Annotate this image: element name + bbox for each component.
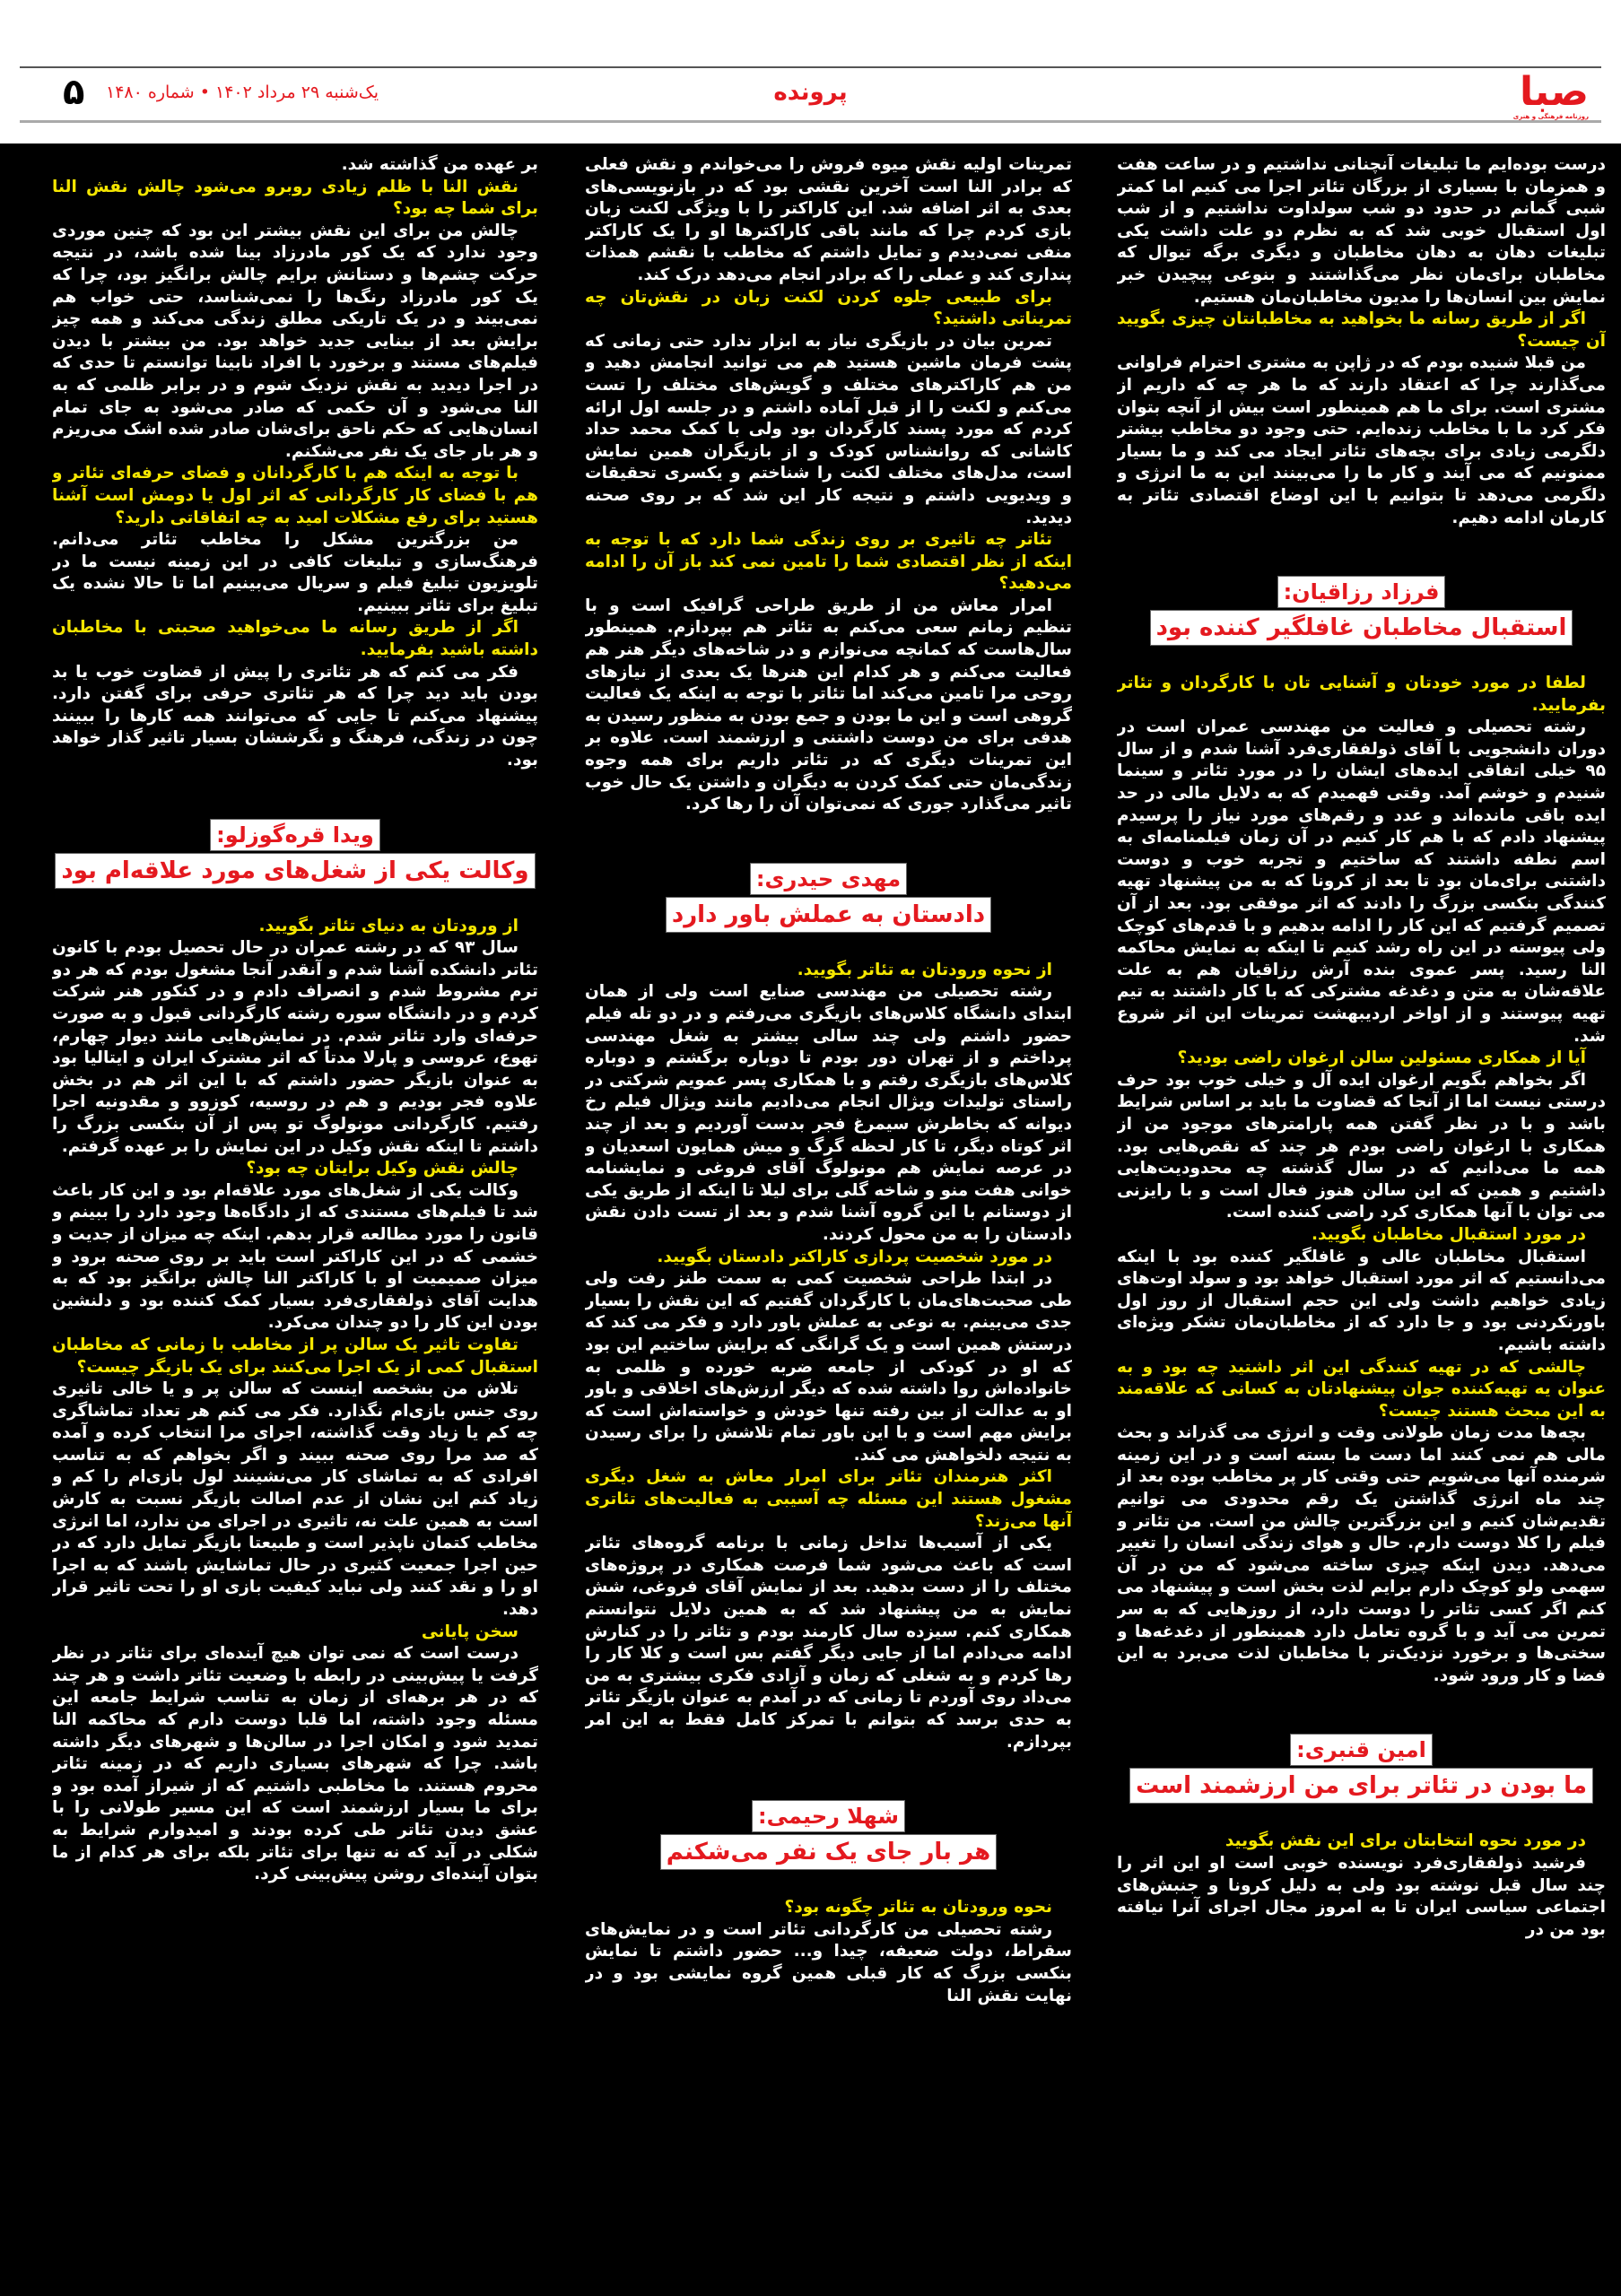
interview-question: در مورد استقبال مخاطبان بگویید. <box>1311 1224 1586 1244</box>
interview-answer: من قبلا شنیده بودم که در ژاپن به مشتری احترام فراوانی می‌گذارند چرا که اعتقاد دارند که ما هر چه که داریم از مشتری است. برای ما هم همینطور است بیش از آنچه بتوان فکر کرد ما با مخاطب زنده‌ایم. حتی وجود دو مخاطب بیشتر دلگرمی زیادی برای بچه‌های تئاتر ایجاد می کند و ما بسیار ممنونیم که می آیند و کار ما را می‌بینند این به ما انرژی و دلگرمی می‌دهد تا بتوانیم با این اوضاع اقتصادی تئاتر به کارمان ادامه دهیم. <box>1117 353 1606 527</box>
logo-text: صبا <box>1520 69 1589 115</box>
interview-answer: تلاش من بشخصه اینست که سالن پر و یا خالی تاثیری روی جنس بازی‌ام نگذارد. فکر می کنم هر تعداد تماشاگری چه کم یا زیاد وقت گذاشته، اجرای مرا انتخاب کرده و آمده که صد مرا روی صحنه ببیند و اگر بخواهم که به تناسب افرادی که به تماشای کار می‌نشینند لول بازی‌ام را کم و زیاد کنم این نشان از عدم اصالت بازیگر نسبت به کارش است به همین علت نه، تاثیری در اجرای من ندارد، اما انرژی مخاطب کتمان ناپذیر است و طبیعتا بازیگر تمایل دارد که در حین اجرا جمعیت کثیری در حال تماشایش باشند که به اجرا او را و نقد کنند ولی نباید کیفیت بازی او را تحت تاثیر قرار دهد. <box>52 1379 538 1620</box>
logo-subtitle: روزنامه فرهنگی و هنری <box>1512 113 1589 120</box>
interviewee-heading <box>52 819 538 889</box>
page-number: ۵ <box>63 72 85 113</box>
interview-headline: دادستان به عملش باور دارد <box>666 897 991 933</box>
interview-answer: رشته تحصیلی من مهندسی صنایع است ولی از همان ابتدای دانشگاه کلاس‌های بازیگری می‌رفتم و در دو تله فیلم حضور داشتم ولی چند سالی بیشتر به شغل مهندسی پرداختم و از تهران دور بودم تا دوباره برگشتم و دوباره کلاس‌های بازیگری رفتم و با همکاری پسر عمویم شرکتی در راستای تولیدات ویژال انجام می‌دادیم مانند ویژال فیلم رخ دیوانه که بخاطرش سیمرغ فجر بدست آوردیم و بعد از چند اثر کوتاه دیگر، تا کار لحظه گرگ و میش همایون اسعدیان و در عرصه نمایش هم مونولوگ آقای فروغی و نمایشنامه خوانی هفت منو و شاخه گلی برای لیلا تا اینکه از طریق یکی از دوستانم با این گروه آشنا شدم و بعد از تست دادن نقش دادستان را به من محول کردند. <box>585 982 1072 1244</box>
interview-question: از نحوه ورودتان به تئاتر بگویید. <box>797 960 1052 979</box>
interview-answer: استقبال مخاطبان عالی و غافلگیر کننده بود با اینکه می‌دانستیم که اثر مورد استقبال خواهد بود و سولد اوت‌های زیادی خواهیم داشت ولی این حجم استقبال از روز اول باورنکردنی بود و جا دارد که از مخاطبان‌مان تشکر ویژه‌ای داشته باشیم. <box>1117 1247 1606 1354</box>
interview-question: برای طبیعی جلوه کردن لکنت زبان در نقش‌تان چه تمریناتی داشتید؟ <box>585 287 1072 329</box>
column-left <box>52 154 538 2296</box>
interview-answer: درست بوده‌ایم ما تبلیغات آنچنانی نداشتیم و در ساعت هفت و همزمان با بسیاری از بزرگان تئاتر اجرا می کنیم اما کمتر شبی گمانم در حدود دو شب سولداوت نداشتیم و از شب اول استقبال خوبی شد که به نظرم دو علت داشت یکی تبلیغات دهان به دهان مخاطبان و دیگری برگه تیوال که مخاطبان برای‌مان نظر می‌گذاشتند و بنوعی پیچیدن خبر نمایش بین انسان‌ها را مدیون مخاطبان‌مان هستیم. <box>1117 155 1606 307</box>
interview-question: آیا از همکاری مسئولین سالن ارغوان راضی بودید؟ <box>1177 1048 1586 1068</box>
interview-answer: فکر می کنم که هر تئاتری را پیش از قضاوت خوب یا بد بودن باید دید چرا که هر تئاتری حرفی برای گفتن دارد. پیشنهاد می‌کنم تا جایی که می‌توانند همه کارها را ببینند چون در زندگی، فرهنگ و نگرششان بسیار تاثیر گذار خواهد بود. <box>52 662 538 770</box>
interview-question: تئاتر چه تاثیری بر روی زندگی شما دارد که با توجه به اینکه از نظر اقتصادی شما را تامین نمی کند باز آن را ادامه می‌دهید؟ <box>585 530 1072 594</box>
interview-answer: درست است که نمی توان هیچ آینده‌ای برای تئاتر در نظر گرفت یا پیش‌بینی در رابطه با وضعیت تئاتر داشت و هر چند که در هر برهه‌ای از زمان به تناسب شرایط جامعه این مسئله وجود داشته، اما قلبا دوست دارم که محاکمه النا تمدید شود و امکان اجرا در سالن‌ها و شهرهای دیگر داشته باشد. چرا که شهرهای بسیاری داریم که در زمینه تئاتر محروم هستند. ما مخاطبی داشتیم که از شیراز آمده بود و برای ما بسیار ارزشمند است که این مسیر طولانی را با عشق دیدن تئاتر طی کرده بودند و امیدوارم شرایط به شکلی در آید که نه تنها برای تئاتر بلکه برای هر کدام از ما بتوان آینده‌ای روشن پیش‌بینی کرد. <box>52 1644 538 1884</box>
column-right <box>1117 154 1606 2296</box>
interview-question: تفاوت تاثیر یک سالن پر از مخاطب با زمانی که مخاطبان استقبال کمی از یک اجرا می‌کنند برای یک بازیگر چیست؟ <box>52 1335 538 1377</box>
interviewee-heading <box>1117 576 1606 646</box>
interview-answer: من بزرگترین مشکل را مخاطب تئاتر می‌دانم. فرهنگ‌سازی و تبلیغات کافی در این زمینه نیست ما در تلویزیون تبلیغ فیلم و سریال می‌بینیم اما تا حالا نشده یک تبلیغ برای تئاتر ببینیم. <box>52 530 538 615</box>
interview-question: با توجه به اینکه هم با کارگردانان و فضای حرفه‌ای تئاتر و هم با فضای کار کارگردانی که اثر اول یا دومش است آشنا هستید برای رفع مشکلات امید به چه اتفاقاتی دارید؟ <box>52 464 538 527</box>
column-middle <box>585 154 1072 2296</box>
interview-headline: ما بودن در تئاتر برای من ارزشمند است <box>1129 1768 1593 1804</box>
interview-answer: رشته تحصیلی و فعالیت من مهندسی عمران است در دوران دانشجویی با آقای ذولفقاری‌فرد آشنا شدم و از سال ۹۵ خیلی اتفاقی ایده‌های ایشان را در مورد تئاتر و سینما شنیدم و خوشم آمد. وقتی فهمیدم که به دلایل مالی در حد ایده باقی مانده‌اند و عدد و رقم‌های مورد نیاز را پرسیدم پیشنهاد دادم که با هم کار کنیم در آن زمان فیلمنامه‌ای به اسم نطفه داشتند که ساختیم و تجربه خوب و دوست داشتنی برای‌مان بود تا بعد از کرونا که به من پیشنهاد تهیه کنندگی بنکسی بزرگ را دادند که اثر موفقی بود. بعد از آن تصمیم گرفتیم که این کار را ادامه بدهیم و با قدم‌های کوچک ولی پیوسته در این راه رشد کنیم تا اینکه به نمایش محاکمه النا رسید. پسر عموی بنده آرش رزاقیان هم به علت علاقه‌شان به متن و دغدغه مشترکی که با کار داشتند به تیم تهیه پیوستند و از اواخر اردیبهشت تمرینات این اثر شروع شد. <box>1117 718 1606 1046</box>
interview-answer: یکی از آسیب‌ها تداخل زمانی با برنامه گروه‌های تئاتر است که باعث می‌شود شما فرصت همکاری در پروژه‌های مختلف را از دست بدهید. بعد از نمایش آقای فروغی، شش نمایش به من پیشنهاد شد که به همین دلایل نتوانستم همکاری کنم. سیزده سال کارمند بودم و تئاتر را در کنارش ادامه می‌دادم اما از جایی دیگر گفتم بس است و کلا کار را رها کردم و به شغلی که زمان و آزادی فکری بیشتری به من می‌داد روی آوردم تا زمانی که در آمدم به عنوان بازیگر تئاتر به حدی برسد که بتوانم با تمرکز کامل فقط به این امر بپردازم. <box>585 1534 1072 1752</box>
interview-question: چالش نقش وکیل برایتان چه بود؟ <box>246 1159 519 1178</box>
interview-answer: بر عهده من گذاشته شد. <box>341 155 538 174</box>
interview-answer: امرار معاش من از طریق طراحی گرافیک است و با تنظیم زمانم سعی می‌کنم به تئاتر هم بپردازم. همینطور سال‌هاست که کمانچه می‌نوازم و در شاخه‌های دیگر هنر هم فعالیت می‌کنم و هر کدام این هنرها یک بعدی از نیازهای روحی مرا تامین می‌کند اما تئاتر با توجه به اینکه یک فعالیت گروهی است و این ما بودن و جمع بودن به منظور رسیدن به هدفی برای من دوست داشتنی و ارزشمند است. علاوه بر این تمرینات دیگری که در تئاتر داریم برای همه وجوه زندگی‌مان حتی کمک کردن به دیگران و داشتن یک حال خوب تاثیر می‌گذارد جوری که نمی‌توان آن را رها کرد. <box>585 596 1072 814</box>
interview-question: از ورودتان به دنیای تئاتر بگویید. <box>258 916 519 935</box>
interview-question: اگر از طریق رسانه ما بخواهید به مخاطبانتان چیزی بگویید آن چیست؟ <box>1117 309 1606 351</box>
interviewee-name: امین قنبری: <box>1290 1734 1433 1766</box>
interview-question: در مورد شخصیت پردازی کاراکتر دادستان بگویید. <box>657 1247 1052 1266</box>
interviewee-name: مهدی حیدری: <box>750 863 907 895</box>
interview-question: اکثر هنرمندان تئاتر برای امرار معاش به شغل دیگری مشغول هستند این مسئله چه آسیبی به فعالیت‌های تئاتری آنها می‌زند؟ <box>585 1467 1072 1531</box>
bottom-rule <box>20 120 1601 123</box>
interview-question: سخن پایانی <box>421 1622 519 1641</box>
interview-answer: سال ۹۳ که در رشته عمران در حال تحصیل بودم با کانون تئاتر دانشکده آشنا شدم و آنقدر آنجا مشغول بودم که هر دو ترم مشروط شدم و انصراف دادم و در کنکور هنر شرکت کردم و در دانشگاه سوره رشته کارگردانی قبول و به صورت حرفه‌ای وارد تئاتر شدم. در نمایش‌هایی مانند دیوار چهارم، تهوع، عروسی و پارلا مدتاً که اثر مشترک ایران و ایتالیا بود به عنوان بازیگر حضور داشتم که با این اثر هم در بخش علاوه فجر بودیم و هم در روسیه، کوزوو و مقدونیه اجرا رفتیم. کارگردانی مونولوگ تو پس از آن بنکسی بزرگ را داشتم تا اینکه نقش وکیل در این نمایش را بر عهده گرفتم. <box>52 938 538 1156</box>
interview-headline: هر بار جای یک نفر می‌شکنم <box>660 1834 997 1870</box>
interview-headline: وکالت یکی از شغل‌های مورد علاقه‌ام بود <box>55 853 535 889</box>
interview-question: نقش النا با ظلم زیادی روبرو می‌شود چالش نقش النا برای شما چه بود؟ <box>52 177 538 219</box>
interview-question: اگر از طریق رسانه ما می‌خواهید صحبتی با مخاطبان داشته باشید بفرمایید. <box>52 618 538 660</box>
masthead <box>0 0 1621 144</box>
interview-answer: رشته تحصیلی من کارگردانی تئاتر است و در نمایش‌های سقراط، دولت ضعیفه، چیدا و... حضور داشتم تا نمایش بنکسی بزرگ که کار قبلی همین گروه نمایشی بود و در نهایت نقش النا <box>585 1919 1072 2005</box>
interviewee-heading <box>585 863 1072 933</box>
interviewee-name: فرزاد رزاقیان: <box>1277 576 1446 608</box>
interview-answer: بچه‌ها مدت زمان طولانی وقت و انرژی می گذراند و بحث مالی هم نمی کنند اما دست ما بسته است و در این زمینه شرمنده آنها می‌شویم حتی وقتی کار پر مخاطب بوده بعد از چند ماه انرژی گذاشتن یک رقم محدودی می توانیم تقدیم‌شان کنیم و این بزرگترین چالش من است. من تئاتر و فیلم را کلا دوست دارم. حال و هوای زندگی انسان را تغییر می‌دهد. دیدن اینکه چیزی ساخته می‌شود که من در آن سهمی ولو کوچک دارم برایم لذت بخش است و پیشنهاد می کنم اگر کسی تئاتر را دوست دارد، از روزهایی که به سر تمرین می آید و با گروه تعامل دارد همینطور از دغدغه‌ها و سختی‌ها و برخورد نزدیک‌تر با مخاطبان لذت می‌برد به این فضا و کار ورود شود. <box>1117 1423 1606 1685</box>
interviewee-heading <box>585 1800 1072 1870</box>
interview-answer: اگر بخواهم بگویم ارغوان ایده آل و خیلی خوب بود حرف درستی نیست اما از آنجا که قضاوت ما باید بر اساس شرایط باشد و با در نظر گفتن همه پارامترهای موجود من از همکاری با ارغوان راضی بودم هر چند که نقص‌هایی بود. همه ما می‌دانیم که در سال گذشته چه محدودیت‌هایی داشتیم و همین که این سالن هنوز فعال است و با رایزنی می توان با آنها همکاری کرد راضی کننده است. <box>1117 1070 1606 1222</box>
interview-answer: فرشید ذولفقاری‌فرد نویسنده خوبی است او این اثر را چند سال قبل نوشته بود ولی به دلیل کرونا و جنبش‌های اجتماعی سیاسی ایران تا به امروز مجال اجرای آنرا نیافته بود من در <box>1117 1854 1606 1939</box>
interview-question: در مورد نحوه انتخابتان برای این نقش بگویید <box>1224 1831 1586 1851</box>
interview-question: نحوه ورودتان به تئاتر چگونه بود؟ <box>784 1898 1052 1918</box>
interview-answer: در ابتدا طراحی شخصیت کمی به سمت طنز رفت ولی طی صحبت‌های‌مان با کارگردان گفتیم که این نقش را بسیار جدی می‌بینم. به نوعی به عملش باور دارد و فکر می کند که درستش همین است و یک گرانگی که برایش ساختیم این بود که او در کودکی از جامعه ضربه خورده و ظلمی به خانواده‌اش روا داشته شده که دیگر ارزش‌های اخلاقی و باور او به عدالت از بین رفته تنها خودش و خواسته‌اش است که برایش مهم است و با این باور تمام تلاشش را برای رسیدن به نتیجه دلخواهش می کند. <box>585 1269 1072 1465</box>
interview-answer: چالش من برای این نقش بیشتر این بود که چنین موردی وجود ندارد که یک کور مادرزاد بینا شده باشد، در نتیجه حرکت چشم‌ها و دستانش برایم چالش برانگیز بود، چرا که یک کور مادرزاد رنگ‌ها را نمی‌شناسد، حتی خواب هم نمی‌بیند و در یک تاریکی مطلق زندگی می‌کند و همه چیز برایش بعد از بینایی جدید خواهد بود. من بیشتر با دیدن فیلم‌های مستند و برخورد با افراد نابینا توانستم تا حدی که در اجرا دیدید به نقش نزدیک شوم و در برابر ظلمی که به النا می‌شود و آن حکمی که صادر می‌شود به جای تمام انسان‌هایی که حکم ناحق برای‌شان صادر شده اشک می‌ریزم و هر بار جای یک نفر می‌شکنم. <box>52 221 538 461</box>
top-rule <box>20 66 1601 68</box>
interview-headline: استقبال مخاطبان غافلگیر کننده بود <box>1150 610 1573 646</box>
interview-question: چالشی که در تهیه کنندگی این اثر داشتید چه بود و به عنوان یه تهیه‌کننده جوان پیشنهادتان به کسانی که علاقه‌مند به این مبحث هستند چیست؟ <box>1117 1357 1606 1421</box>
interview-answer: تمرینات اولیه نقش میوه فروش را می‌خواندم و نقش فعلی که برادر النا است آخرین نقشی بود که در بازنویسی‌های بعدی به اثر اضافه شد. این کاراکتر را با ویژگی لکنت زبان بازی کردم چرا که مانند باقی کاراکترها او را یک کاراکتر منفی نمی‌دیدم و تمایل داشتم که مخاطب با نقشم همذات پنداری کند و عملی را که برادر انجام می‌دهد درک کند. <box>585 155 1072 284</box>
interviewee-heading <box>1117 1734 1606 1804</box>
interview-question: لطفا در مورد خودتان و آشنایی تان با کارگردان و تئاتر بفرمایید. <box>1117 674 1606 715</box>
interview-answer: وکالت یکی از شغل‌های مورد علاقه‌ام بود و این کار باعث شد تا فیلم‌های مستندی که از دادگاه‌ها وجود دارد را ببینم و قانون را مورد مطالعه قرار بدهم. اینکه چه میزان از جدیت و خشمی که در این کاراکتر است باید بر روی صحنه برود و میزان صمیمیت او با کاراکتر النا چالش برانگیز بود که به هدایت آقای ذولفقاری‌فرد بسیار کمک کننده بود و دلنشین بودن این کار را دو چندان می‌کرد. <box>52 1180 538 1333</box>
section-title: پرونده <box>773 79 848 106</box>
issue-date: یک‌شنبه ۲۹ مرداد ۱۴۰۲ • شماره ۱۴۸۰ <box>106 83 379 102</box>
interviewee-name: شهلا رحیمی: <box>752 1800 905 1832</box>
interviewee-name: ویدا قره‌گوزلو: <box>210 819 380 851</box>
interview-answer: تمرین بیان در بازیگری نیاز به ابزار ندارد حتی زمانی که پشت فرمان ماشین هستید هم می توانید انجامش دهید و من هم کاراکترهای مختلف و گویش‌های مختلف را تست می‌کنم و لکنت را از قبل آماده داشتم و در جلسه اول ارائه کردم که مورد پسند کارگردان بود ولی با کمک محمد حداد کاشانی که روانشناس کودک و از بازیگران همین نمایش است، مدل‌های مختلف لکنت را شناختم و یکسری تحقیقات و ویدیویی داشتم و نتیجه کار این شد که بر روی صحنه دیدید. <box>585 331 1072 527</box>
